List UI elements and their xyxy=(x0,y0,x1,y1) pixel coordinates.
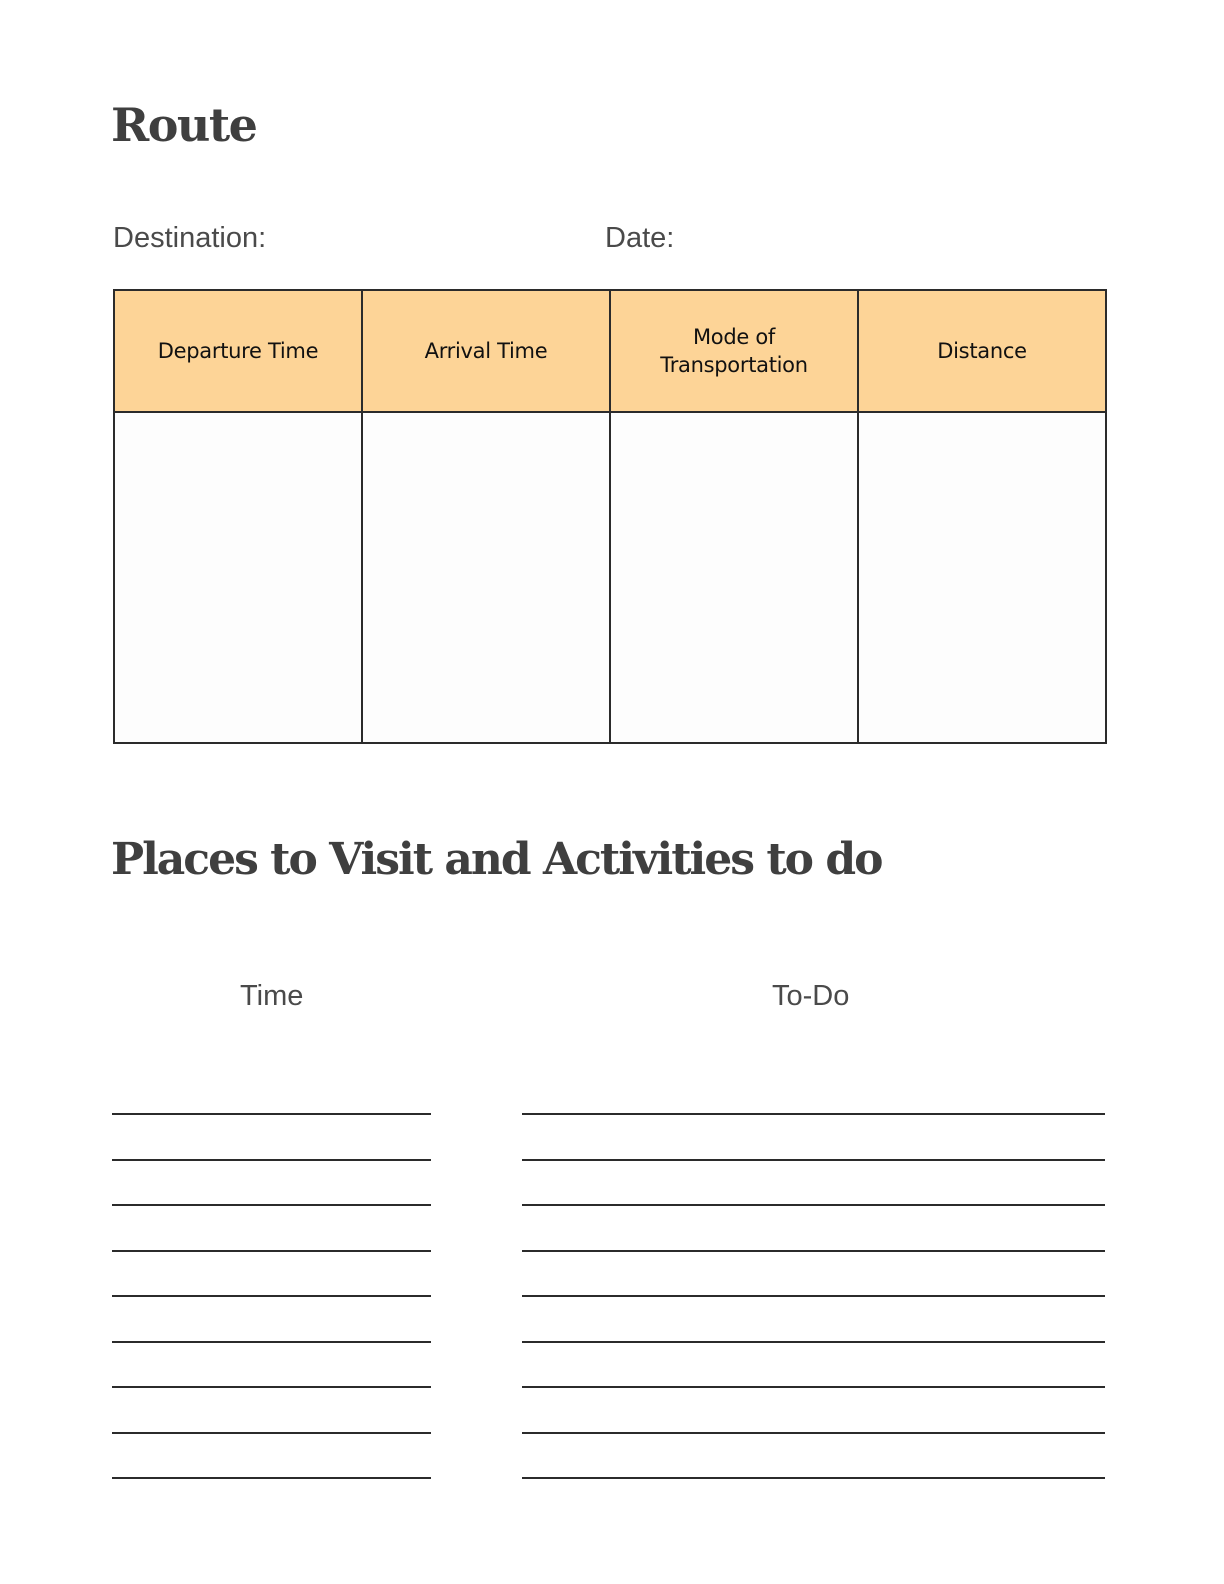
todo-line[interactable] xyxy=(522,1159,1105,1161)
todo-line[interactable] xyxy=(522,1204,1105,1206)
mode-of-transportation-cell[interactable] xyxy=(610,412,858,743)
route-table xyxy=(113,289,1107,744)
distance-header: Distance xyxy=(858,290,1106,412)
todo-line[interactable] xyxy=(522,1386,1105,1388)
date-label: Date: xyxy=(605,222,675,254)
time-line[interactable] xyxy=(112,1386,431,1388)
mode-of-transportation-header: Mode of Transportation xyxy=(610,290,858,412)
todo-lines xyxy=(522,1113,1105,1523)
time-line[interactable] xyxy=(112,1113,431,1115)
todo-line[interactable] xyxy=(522,1295,1105,1297)
time-line[interactable] xyxy=(112,1250,431,1252)
todo-line[interactable] xyxy=(522,1113,1105,1115)
time-line[interactable] xyxy=(112,1432,431,1434)
table-row xyxy=(114,412,1106,743)
todo-line[interactable] xyxy=(522,1250,1105,1252)
time-line[interactable] xyxy=(112,1204,431,1206)
todo-line[interactable] xyxy=(522,1432,1105,1434)
time-lines xyxy=(112,1113,431,1523)
destination-label: Destination: xyxy=(113,222,267,254)
time-line[interactable] xyxy=(112,1159,431,1161)
arrival-time-cell[interactable] xyxy=(362,412,610,743)
departure-time-cell[interactable] xyxy=(114,412,362,743)
time-column-label: Time xyxy=(240,980,304,1012)
route-title: Route xyxy=(111,98,257,152)
todo-line[interactable] xyxy=(522,1341,1105,1343)
distance-cell[interactable] xyxy=(858,412,1106,743)
time-line[interactable] xyxy=(112,1477,431,1479)
route-table-header-row xyxy=(114,290,1106,412)
departure-time-header: Departure Time xyxy=(114,290,362,412)
places-title: Places to Visit and Activities to do xyxy=(111,834,882,885)
time-line[interactable] xyxy=(112,1341,431,1343)
time-line[interactable] xyxy=(112,1295,431,1297)
arrival-time-header: Arrival Time xyxy=(362,290,610,412)
todo-line[interactable] xyxy=(522,1477,1105,1479)
todo-column-label: To-Do xyxy=(772,980,850,1012)
